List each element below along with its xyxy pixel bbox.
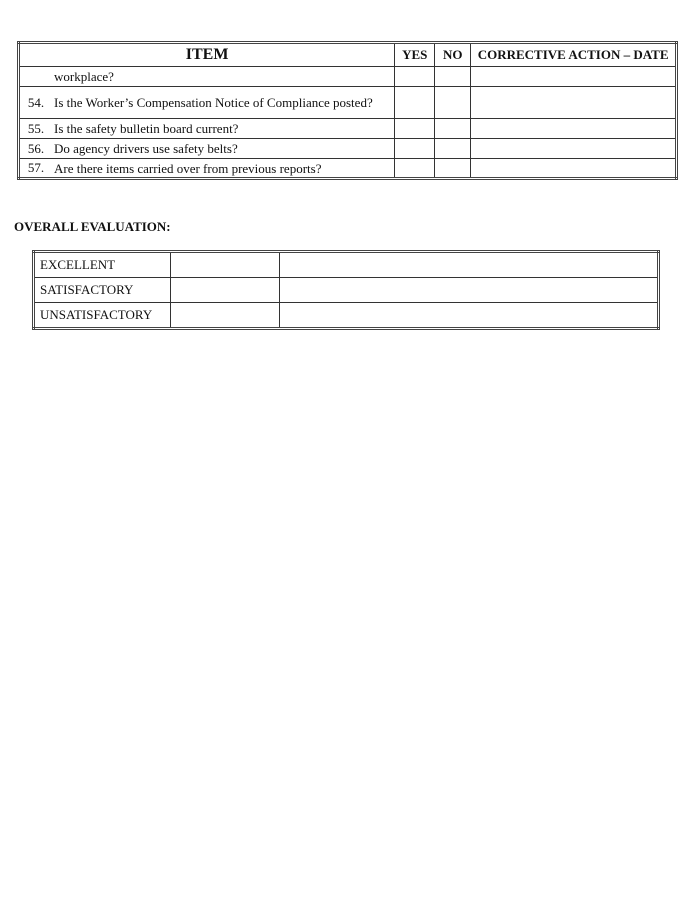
item-text: Do agency drivers use safety belts? (52, 139, 395, 159)
item-number: 55. (19, 119, 53, 139)
no-cell[interactable] (435, 87, 471, 119)
yes-cell[interactable] (395, 67, 435, 87)
item-text: Is the Worker’s Compensation Notice of Compliance posted? (52, 87, 395, 119)
column-header-item: ITEM (19, 43, 395, 67)
corrective-action-cell[interactable] (471, 159, 677, 179)
item-number (19, 67, 53, 87)
no-cell[interactable] (435, 159, 471, 179)
inspection-checklist-table (17, 41, 678, 180)
column-header-no: NO (435, 43, 471, 67)
corrective-action-cell[interactable] (471, 139, 677, 159)
corrective-action-cell[interactable] (471, 67, 677, 87)
evaluation-mark-cell[interactable] (171, 252, 280, 278)
item-number: 57. (19, 159, 53, 179)
evaluation-row (34, 278, 659, 303)
column-header-yes: YES (395, 43, 435, 67)
no-cell[interactable] (435, 139, 471, 159)
evaluation-notes-cell[interactable] (280, 303, 659, 329)
corrective-action-cell[interactable] (471, 119, 677, 139)
evaluation-row (34, 303, 659, 329)
table-row (19, 159, 677, 179)
overall-evaluation-table (32, 250, 660, 330)
item-text: Is the safety bulletin board current? (52, 119, 395, 139)
evaluation-label: UNSATISFACTORY (34, 303, 171, 329)
evaluation-mark-cell[interactable] (171, 303, 280, 329)
yes-cell[interactable] (395, 159, 435, 179)
evaluation-notes-cell[interactable] (280, 278, 659, 303)
corrective-action-cell[interactable] (471, 87, 677, 119)
evaluation-label: EXCELLENT (34, 252, 171, 278)
table-row (19, 87, 677, 119)
evaluation-mark-cell[interactable] (171, 278, 280, 303)
yes-cell[interactable] (395, 87, 435, 119)
table-row (19, 139, 677, 159)
item-text: workplace? (52, 67, 395, 87)
column-header-corrective-action: CORRECTIVE ACTION – DATE (471, 43, 677, 67)
table-header-row (19, 43, 677, 67)
evaluation-notes-cell[interactable] (280, 252, 659, 278)
yes-cell[interactable] (395, 119, 435, 139)
no-cell[interactable] (435, 67, 471, 87)
no-cell[interactable] (435, 119, 471, 139)
item-number: 54. (19, 87, 53, 119)
evaluation-row (34, 252, 659, 278)
table-row (19, 67, 677, 87)
evaluation-label: SATISFACTORY (34, 278, 171, 303)
item-number: 56. (19, 139, 53, 159)
overall-evaluation-heading: OVERALL EVALUATION: (14, 219, 171, 234)
yes-cell[interactable] (395, 139, 435, 159)
table-row (19, 119, 677, 139)
item-text: Are there items carried over from previous reports? (52, 159, 395, 179)
